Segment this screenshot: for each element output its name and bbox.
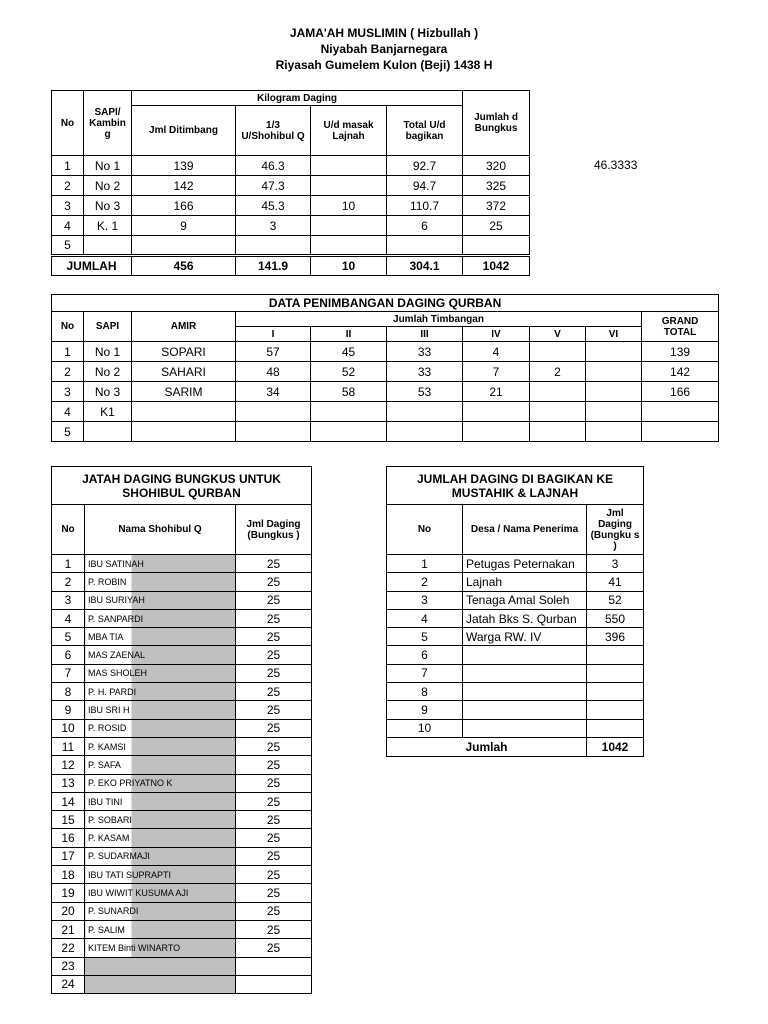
- table-row: [52, 664, 312, 682]
- cell: 5: [52, 628, 85, 646]
- col-amir: AMIR: [132, 312, 236, 342]
- cell: [387, 422, 463, 442]
- table-row: [52, 342, 719, 362]
- cell: 4: [463, 342, 530, 362]
- cell: 550: [587, 609, 644, 627]
- cell: [530, 342, 586, 362]
- cell: [463, 719, 587, 737]
- cell: 325: [463, 176, 530, 196]
- total-label: JUMLAH: [52, 256, 132, 276]
- cell: 3: [52, 591, 85, 609]
- table-row: [52, 216, 530, 236]
- table-row: [52, 719, 312, 737]
- cell: 3: [387, 591, 463, 609]
- cell: 14: [52, 792, 85, 810]
- col-no: No: [52, 505, 85, 555]
- cell: 2: [52, 573, 85, 591]
- cell: [85, 957, 236, 975]
- cell: No 3: [84, 196, 132, 216]
- cell: [530, 422, 586, 442]
- cell: [85, 975, 236, 993]
- cell: [463, 236, 530, 256]
- cell: [311, 156, 387, 176]
- cell: 5: [387, 628, 463, 646]
- cell: [587, 701, 644, 719]
- cell: 10: [311, 256, 387, 276]
- cell: 3: [236, 216, 311, 236]
- cell: [587, 664, 644, 682]
- cell: [586, 422, 642, 442]
- cell: 3: [587, 555, 644, 573]
- col-grand-total: GRAND TOTAL: [642, 312, 719, 342]
- cell: 4: [52, 609, 85, 627]
- cell: 7: [52, 664, 85, 682]
- cell: 3: [52, 196, 84, 216]
- cell: 2: [530, 362, 586, 382]
- cell: 25: [236, 811, 312, 829]
- cell: 1: [52, 156, 84, 176]
- cell: 92.7: [387, 156, 463, 176]
- cell: 141.9: [236, 256, 311, 276]
- cell: 25: [236, 591, 312, 609]
- cell: 1042: [463, 256, 530, 276]
- mustahik-table: [386, 466, 644, 757]
- col-v: V: [530, 327, 586, 342]
- cell: MAS ZAENAL: [85, 646, 236, 664]
- col-i: I: [236, 327, 311, 342]
- cell: 7: [387, 664, 463, 682]
- table-row: [52, 920, 312, 938]
- col-ii: II: [311, 327, 387, 342]
- col-sepertiga: 1/3 U/Shohibul Q: [236, 106, 311, 156]
- cell: P. ROBIN: [85, 573, 236, 591]
- cell: 25: [236, 902, 312, 920]
- cell: 33: [387, 342, 463, 362]
- col-kilogram-group: Kilogram Daging: [132, 91, 463, 106]
- cell: [530, 402, 586, 422]
- cell: [463, 422, 530, 442]
- cell: 9: [52, 701, 85, 719]
- cell: 25: [236, 701, 312, 719]
- cell: [586, 362, 642, 382]
- table-row: [387, 646, 644, 664]
- cell: 17: [52, 847, 85, 865]
- table-row: [52, 382, 719, 402]
- cell: [387, 236, 463, 256]
- cell: MBA TIA: [85, 628, 236, 646]
- cell: 6: [52, 646, 85, 664]
- cell: 46.3: [236, 156, 311, 176]
- cell: P. SANPARDI: [85, 609, 236, 627]
- cell: P. H. PARDI: [85, 683, 236, 701]
- cell: 25: [236, 573, 312, 591]
- cell: 12: [52, 756, 85, 774]
- cell: 21: [463, 382, 530, 402]
- cell: 5: [52, 422, 84, 442]
- cell: 139: [132, 156, 236, 176]
- cell: No 1: [84, 156, 132, 176]
- table-row: [52, 701, 312, 719]
- cell: 372: [463, 196, 530, 216]
- cell: 41: [587, 573, 644, 591]
- table-row: [387, 591, 644, 609]
- col-total: Total U/d bagikan: [387, 106, 463, 156]
- cell: Jatah Bks S. Qurban: [463, 609, 587, 627]
- cell: [132, 402, 236, 422]
- table-row: [52, 866, 312, 884]
- cell: [84, 236, 132, 256]
- table-row: [52, 884, 312, 902]
- total-row: [387, 737, 644, 756]
- cell: [311, 402, 387, 422]
- cell: P. SAFA: [85, 756, 236, 774]
- cell: [132, 422, 236, 442]
- cell: 6: [387, 216, 463, 236]
- cell: 10: [52, 719, 85, 737]
- col-desa: Desa / Nama Penerima: [463, 505, 587, 555]
- table-row: [387, 573, 644, 591]
- cell: [311, 176, 387, 196]
- table-row: [52, 573, 312, 591]
- total-row: [52, 256, 530, 276]
- cell: No 2: [84, 362, 132, 382]
- total-value: 1042: [587, 737, 644, 756]
- cell: P. SALIM: [85, 920, 236, 938]
- cell: 396: [587, 628, 644, 646]
- cell: P. KAMSI: [85, 737, 236, 755]
- cell: 8: [52, 683, 85, 701]
- cell: 25: [236, 683, 312, 701]
- cell: 25: [236, 737, 312, 755]
- cell: IBU TINI: [85, 792, 236, 810]
- cell: 142: [132, 176, 236, 196]
- table-row: [52, 196, 530, 216]
- cell: 142: [642, 362, 719, 382]
- cell: 25: [236, 756, 312, 774]
- cell: IBU SATINAH: [85, 555, 236, 573]
- shohibul-title: JATAH DAGING BUNGKUS UNTUK SHOHIBUL QURBAN: [52, 467, 312, 505]
- table-row: [52, 737, 312, 755]
- doc-subtitle: Niyabah Banjarnegara: [320, 42, 448, 56]
- table-row: [52, 975, 312, 993]
- cell: 7: [463, 362, 530, 382]
- cell: Warga RW. IV: [463, 628, 587, 646]
- cell: 25: [236, 920, 312, 938]
- cell: 25: [236, 829, 312, 847]
- cell: 45.3: [236, 196, 311, 216]
- weighing-title: DATA PENIMBANGAN DAGING QURBAN: [52, 295, 719, 312]
- cell: 4: [387, 609, 463, 627]
- mustahik-title: JUMLAH DAGING DI BAGIKAN KE MUSTAHIK & LAJNAH: [387, 467, 644, 505]
- cell: 25: [236, 646, 312, 664]
- cell: 25: [236, 792, 312, 810]
- cell: 320: [463, 156, 530, 176]
- cell: [587, 646, 644, 664]
- table-row: [52, 609, 312, 627]
- col-iv: IV: [463, 327, 530, 342]
- cell: 57: [236, 342, 311, 362]
- cell: 8: [387, 683, 463, 701]
- col-bungkus: Jumlah d Bungkus: [463, 91, 530, 156]
- cell: [84, 422, 132, 442]
- cell: 166: [642, 382, 719, 402]
- table-row: [52, 939, 312, 957]
- doc-location: Riyasah Gumelem Kulon (Beji) 1438 H: [275, 58, 493, 72]
- cell: SOPARI: [132, 342, 236, 362]
- cell: 48: [236, 362, 311, 382]
- cell: 25: [236, 884, 312, 902]
- col-masak: U/d masak Lajnah: [311, 106, 387, 156]
- cell: SAHARI: [132, 362, 236, 382]
- cell: [642, 402, 719, 422]
- cell: 18: [52, 866, 85, 884]
- cell: P. KASAM: [85, 829, 236, 847]
- cell: [587, 719, 644, 737]
- cell: [463, 701, 587, 719]
- shohibul-table: [51, 466, 312, 994]
- cell: 25: [236, 719, 312, 737]
- cell: [236, 975, 312, 993]
- cell: 13: [52, 774, 85, 792]
- side-note: 46.3333: [594, 158, 638, 172]
- table-row: [387, 609, 644, 627]
- col-no: No: [52, 91, 84, 156]
- table-row: [52, 756, 312, 774]
- cell: 10: [387, 719, 463, 737]
- cell: [587, 683, 644, 701]
- cell: [463, 402, 530, 422]
- cell: 304.1: [387, 256, 463, 276]
- table-row: [52, 957, 312, 975]
- cell: 456: [132, 256, 236, 276]
- total-label: Jumlah: [387, 737, 587, 756]
- table-row: [52, 902, 312, 920]
- col-jml-ditimbang: Jml Ditimbang: [132, 106, 236, 156]
- cell: 2: [52, 362, 84, 382]
- cell: [311, 236, 387, 256]
- cell: 2: [387, 573, 463, 591]
- cell: 24: [52, 975, 85, 993]
- cell: 53: [387, 382, 463, 402]
- table-row: [52, 829, 312, 847]
- cell: 33: [387, 362, 463, 382]
- cell: Lajnah: [463, 573, 587, 591]
- cell: [642, 422, 719, 442]
- table-row: [52, 683, 312, 701]
- table-row: [52, 402, 719, 422]
- cell: No 1: [84, 342, 132, 362]
- cell: 25: [236, 866, 312, 884]
- cell: 4: [52, 402, 84, 422]
- cell: 19: [52, 884, 85, 902]
- cell: K1: [84, 402, 132, 422]
- cell: No 3: [84, 382, 132, 402]
- doc-title: JAMA'AH MUSLIMIN ( Hizbullah ): [289, 26, 479, 40]
- col-nama: Nama Shohibul Q: [85, 505, 236, 555]
- cell: 47.3: [236, 176, 311, 196]
- table-row: [52, 646, 312, 664]
- cell: 23: [52, 957, 85, 975]
- table-row: [387, 664, 644, 682]
- cell: [586, 402, 642, 422]
- cell: P. ROSID: [85, 719, 236, 737]
- weighing-table: [51, 294, 719, 442]
- table-row: [387, 719, 644, 737]
- table-row: [387, 555, 644, 573]
- cell: 20: [52, 902, 85, 920]
- cell: 25: [236, 628, 312, 646]
- cell: Petugas Peternakan: [463, 555, 587, 573]
- cell: 2: [52, 176, 84, 196]
- cell: 15: [52, 811, 85, 829]
- cell: 16: [52, 829, 85, 847]
- cell: [586, 342, 642, 362]
- col-sapi: SAPI/ Kambin g: [84, 91, 132, 156]
- col-iii: III: [387, 327, 463, 342]
- cell: 9: [387, 701, 463, 719]
- cell: IBU SURIYAH: [85, 591, 236, 609]
- cell: P. EKO PRIYATNO K: [85, 774, 236, 792]
- col-sapi: SAPI: [84, 312, 132, 342]
- cell: KITEM Binti WINARTO: [85, 939, 236, 957]
- cell: [530, 382, 586, 402]
- cell: [463, 664, 587, 682]
- cell: 110.7: [387, 196, 463, 216]
- cell: 25: [236, 847, 312, 865]
- table-row: [387, 701, 644, 719]
- cell: [236, 957, 312, 975]
- cell: 4: [52, 216, 84, 236]
- cell: 25: [236, 609, 312, 627]
- cell: [236, 402, 311, 422]
- cell: 52: [587, 591, 644, 609]
- cell: 11: [52, 737, 85, 755]
- cell: 22: [52, 939, 85, 957]
- table-row: [52, 811, 312, 829]
- col-jumlah-timbangan: Jumlah Timbangan: [236, 312, 642, 327]
- cell: [311, 216, 387, 236]
- cell: [132, 236, 236, 256]
- col-jml-daging: Jml Daging (Bungku s ): [587, 505, 644, 555]
- cell: IBU WIWIT KUSUMA AJI: [85, 884, 236, 902]
- col-no: No: [52, 312, 84, 342]
- col-jml-daging: Jml Daging (Bungkus ): [236, 505, 312, 555]
- table-row: [52, 422, 719, 442]
- cell: P. SOBARI: [85, 811, 236, 829]
- cell: 1: [52, 555, 85, 573]
- table-row: [52, 362, 719, 382]
- cell: 10: [311, 196, 387, 216]
- cell: 25: [463, 216, 530, 236]
- cell: [586, 382, 642, 402]
- table-row: [387, 628, 644, 646]
- cell: MAS SHOLEH: [85, 664, 236, 682]
- cell: SARIM: [132, 382, 236, 402]
- table-row: [52, 156, 530, 176]
- table-row: [52, 792, 312, 810]
- table-row: [52, 176, 530, 196]
- cell: 139: [642, 342, 719, 362]
- cell: [463, 646, 587, 664]
- cell: 3: [52, 382, 84, 402]
- table-row: [387, 683, 644, 701]
- cell: 94.7: [387, 176, 463, 196]
- cell: 166: [132, 196, 236, 216]
- col-no: No: [387, 505, 463, 555]
- cell: [236, 236, 311, 256]
- cell: 25: [236, 774, 312, 792]
- meat-summary-table: [51, 90, 530, 276]
- cell: 25: [236, 664, 312, 682]
- table-row: [52, 555, 312, 573]
- cell: 6: [387, 646, 463, 664]
- cell: P. SUDARMAJI: [85, 847, 236, 865]
- cell: 45: [311, 342, 387, 362]
- table-row: [52, 774, 312, 792]
- col-vi: VI: [586, 327, 642, 342]
- cell: 1: [52, 342, 84, 362]
- cell: 34: [236, 382, 311, 402]
- cell: K. 1: [84, 216, 132, 236]
- cell: 1: [387, 555, 463, 573]
- cell: IBU SRI H: [85, 701, 236, 719]
- cell: [311, 422, 387, 442]
- cell: 5: [52, 236, 84, 256]
- cell: [236, 422, 311, 442]
- cell: 9: [132, 216, 236, 236]
- table-row: [52, 591, 312, 609]
- cell: 21: [52, 920, 85, 938]
- cell: 25: [236, 939, 312, 957]
- cell: P. SUNARDI: [85, 902, 236, 920]
- table-row: [52, 628, 312, 646]
- cell: Tenaga Amal Soleh: [463, 591, 587, 609]
- table-row: [52, 847, 312, 865]
- table-row: [52, 236, 530, 256]
- cell: No 2: [84, 176, 132, 196]
- cell: IBU TATI SUPRAPTI: [85, 866, 236, 884]
- cell: [387, 402, 463, 422]
- cell: [463, 683, 587, 701]
- cell: 58: [311, 382, 387, 402]
- cell: 25: [236, 555, 312, 573]
- cell: 52: [311, 362, 387, 382]
